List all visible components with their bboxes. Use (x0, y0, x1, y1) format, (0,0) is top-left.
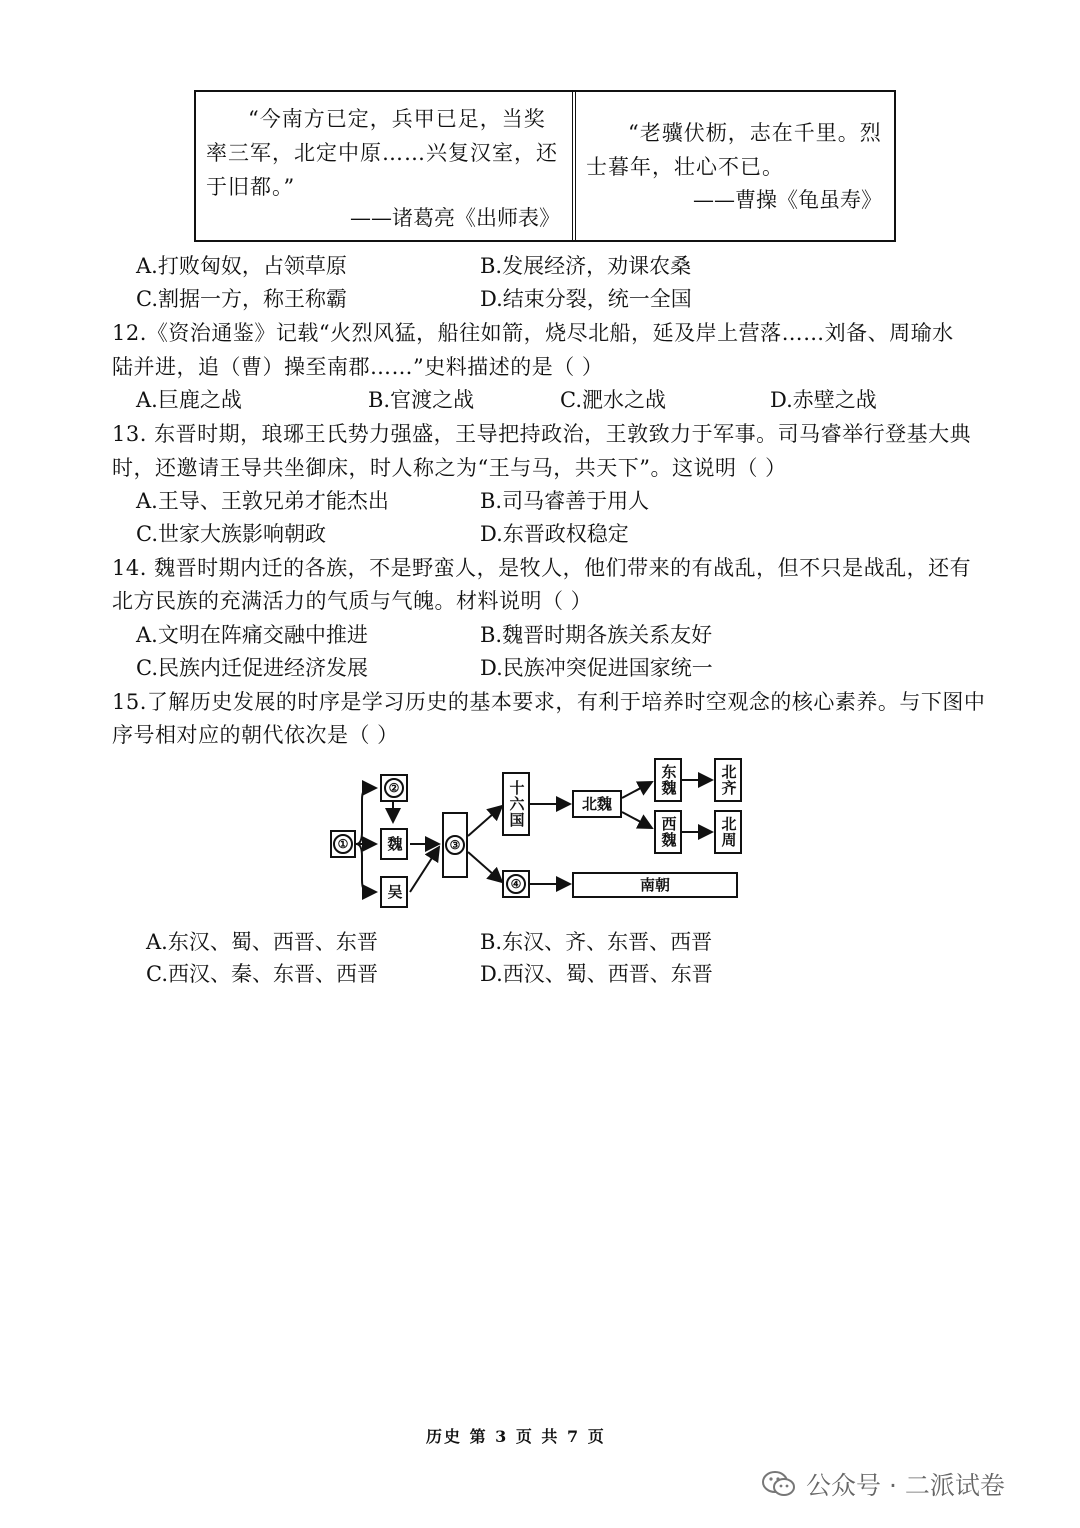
q11-option-c[interactable]: C.割据一方，称王称霸 (136, 287, 347, 311)
q11-option-a[interactable]: A.打败匈奴，占领草原 (136, 254, 347, 278)
q12-stem-line2: 陆并进，追（曹）操至南郡……”史料描述的是（ ） (112, 355, 604, 379)
q15-option-c[interactable]: C.西汉、秦、东晋、西晋 (146, 962, 378, 986)
node-2: ② (380, 774, 408, 802)
node-3: ③ (442, 812, 468, 878)
node-western-wei: 西魏 (654, 810, 682, 854)
q14-stem-line2: 北方民族的充满活力的气质与气魄。材料说明（ ） (112, 589, 593, 613)
q14-stem-line1: 14. 魏晋时期内迁的各族，不是野蛮人，是牧人，他们带来的有战乱，但不只是战乱，还有 (112, 556, 972, 580)
quote-right-cell (576, 92, 894, 240)
q13-option-d[interactable]: D.东晋政权稳定 (480, 522, 629, 546)
node-southern-dynasties: 南朝 (572, 872, 738, 898)
quote-left-text: “今南方已定，兵甲已足，当奖率三军，北定中原……兴复汉室，还于旧都。” (206, 107, 558, 199)
node-northern-qi: 北齐 (714, 758, 742, 802)
node-1: ① (330, 830, 356, 858)
q15-option-b[interactable]: B.东汉、齐、东晋、西晋 (480, 930, 713, 954)
q13-option-a[interactable]: A.王导、王敦兄弟才能杰出 (136, 489, 389, 513)
quote-table (194, 90, 896, 242)
node-4: ④ (502, 870, 530, 898)
q13-stem-line2: 时，还邀请王导共坐御床，时人称之为“王与马，共天下”。这说明（ ） (112, 456, 787, 480)
node-eastern-wei: 东魏 (654, 758, 682, 802)
q12-stem-line1: 12.《资治通鉴》记载“火烈风猛，船往如箭，烧尽北船，延及岸上营落……刘备、周瑜水 (112, 321, 954, 345)
q13-option-b[interactable]: B.司马睿善于用人 (480, 489, 650, 513)
dynasty-diagram (326, 752, 746, 912)
q13-stem-line1: 13. 东晋时期，琅琊王氏势力强盛，王导把持政治，王敦致力于军事。司马睿举行登基大典 (112, 422, 972, 446)
q15-option-a[interactable]: A.东汉、蜀、西晋、东晋 (146, 930, 378, 954)
quote-right-text: “老骥伏枥，志在千里。烈士暮年，壮心不已。 (586, 121, 882, 179)
q12-option-a[interactable]: A.巨鹿之战 (136, 388, 242, 412)
q12-option-c[interactable]: C.淝水之战 (560, 388, 666, 412)
node-wei: 魏 (380, 828, 408, 860)
quote-left-source: ——诸葛亮《出师表》 (350, 206, 560, 230)
watermark-text: 公众号 · 二派试卷 (806, 1471, 1005, 1500)
q15-stem-line1: 15.了解历史发展的时序是学习历史的基本要求，有利于培养时空观念的核心素养。与下图中 (112, 690, 986, 714)
q15-option-d[interactable]: D.西汉、蜀、西晋、东晋 (480, 962, 713, 986)
node-wu: 吴 (380, 876, 408, 908)
q11-option-d[interactable]: D.结束分裂，统一全国 (480, 287, 692, 311)
q14-option-a[interactable]: A.文明在阵痛交融中推进 (136, 623, 368, 647)
quote-right-source: ——曹操《龟虽寿》 (693, 188, 882, 212)
q14-option-c[interactable]: C.民族内迁促进经济发展 (136, 656, 368, 680)
q11-option-b[interactable]: B.发展经济，劝课农桑 (480, 254, 692, 278)
node-northern-zhou: 北周 (714, 810, 742, 854)
q14-option-b[interactable]: B.魏晋时期各族关系友好 (480, 623, 713, 647)
wechat-icon (762, 1470, 796, 1498)
node-northern-wei: 北魏 (572, 790, 622, 818)
watermark (762, 1466, 1005, 1502)
q14-option-d[interactable]: D.民族冲突促进国家统一 (480, 656, 713, 680)
q13-option-c[interactable]: C.世家大族影响朝政 (136, 522, 326, 546)
q12-option-d[interactable]: D.赤壁之战 (770, 388, 877, 412)
q12-option-b[interactable]: B.官渡之战 (368, 388, 475, 412)
q15-stem-line2: 序号相对应的朝代依次是（ ） (112, 723, 399, 747)
node-sixteen-kingdoms: 十六国 (502, 772, 530, 836)
quote-left-cell (196, 92, 576, 240)
page-footer: 历史 第 3 页 共 7 页 (426, 1427, 606, 1446)
